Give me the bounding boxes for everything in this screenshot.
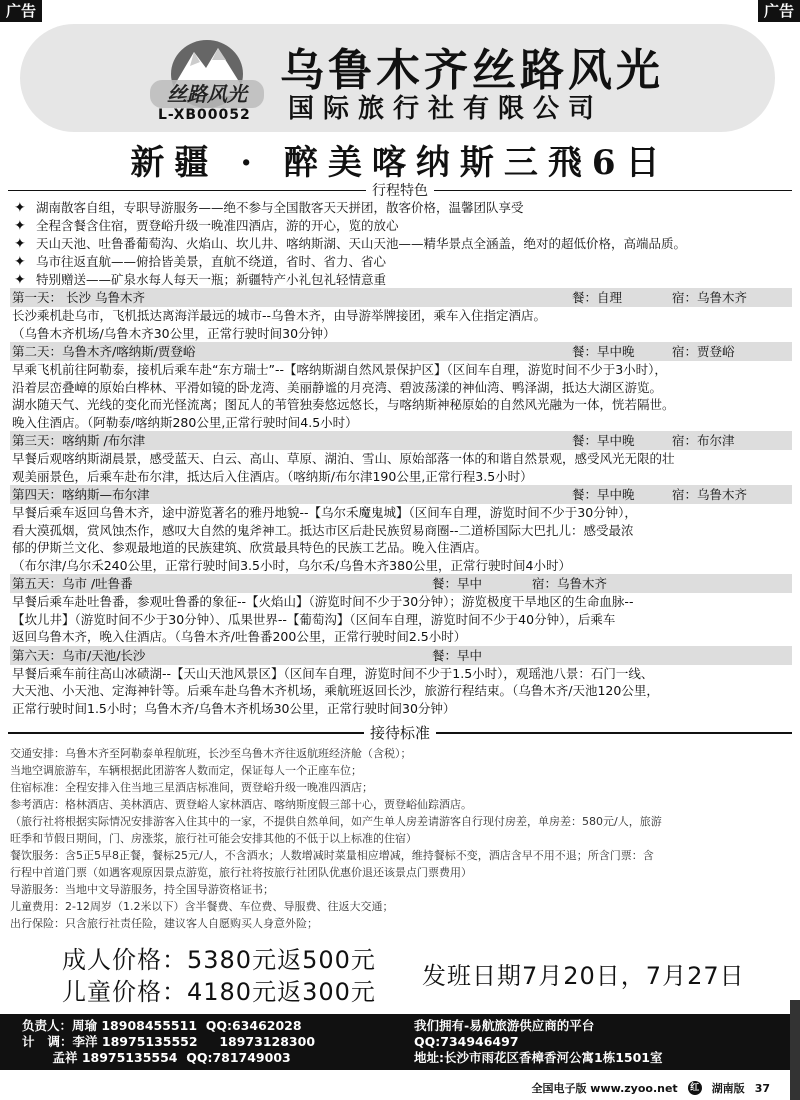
page-number: 37 xyxy=(754,1081,770,1095)
contact-left: 负责人：周瑜 18908455511 QQ:63462028 计 调：李洋 18975135552 18973128300 孟祥 18975135554 QQ:781749003 xyxy=(22,1018,316,1065)
star-icon: ✦ xyxy=(14,272,26,288)
day-description: 早餐后乘车前往高山冰碛湖--【天山天池风景区】（区间车自理，游览时间不少于1.5小时），观瑶池八景：石门一线、 大天池、小天池、定海神针等。后乘车赴乌鲁木齐机场，乘航班返回长沙，旅游行程结束。（乌鲁木齐/天池120公里， 正常行驶时间1.5小时；乌鲁木齐/乌鲁木齐机场30公里，正常行驶时间30分钟） xyxy=(12,665,659,716)
day-header: 第三天：喀纳斯 /布尔津 餐：早中晚 宿：布尔津 xyxy=(10,431,792,450)
star-icon: ✦ xyxy=(14,200,26,216)
feature-item: ✦ 天山天池、吐鲁番葡萄沟、火焰山、坎儿井、喀纳斯湖、天山天池——精华景点全涵盖，绝对的超低价格，高端品质。 xyxy=(14,236,687,252)
standards-heading-label: 接待标准 xyxy=(370,724,431,742)
child-price: 儿童价格：4180元返300元 xyxy=(62,978,376,1006)
day-header: 第二天：乌鲁木齐/喀纳斯/贾登峪 餐：早中晚 宿：贾登峪 xyxy=(10,342,792,361)
ad-label-right: 广告 xyxy=(758,0,800,22)
day-description: 长沙乘机赴乌市，飞机抵达离海洋最远的城市--乌鲁木齐，由导游举牌接团，乘车入住指定酒店。 （乌鲁木齐机场/乌鲁木齐30公里，正常行驶时间30分钟） xyxy=(12,308,547,341)
feature-item: ✦ 湖南散客自组，专职导游服务——绝不参与全国散客天天拼团，散客价格，温馨团队享受 xyxy=(14,200,524,216)
company-name: 乌鲁木齐丝路风光 xyxy=(280,45,664,96)
day-description: 早乘飞机前往阿勒泰，接机后乘车赴“东方瑞士”--【喀纳斯湖自然风景保护区】（区间车自理，游览时间不少于3小时）， 沿着层峦叠嶂的原始白桦林、平滑如镜的卧龙湾、美丽静谧的月亮湾、碧波荡漾的神仙湾、鸭泽湖，抵达大湖区游览。 湖水随天气、光线的变化而光怪流离；图瓦人的苇管独奏悠远悠长，与喀纳斯神秘原始的自然风光融为一体，恍若隔世。 晚入住酒店。（阿勒泰/喀纳斯280公里,正常行驶时间4.5小时） xyxy=(12,362,675,430)
star-icon: ✦ xyxy=(14,218,26,234)
feature-item: ✦ 特别赠送——矿泉水每人每天一瓶；新疆特产小礼包礼轻情意重 xyxy=(14,272,387,288)
departure-dates: 发班日期7月20日，7月27日 xyxy=(422,962,745,990)
contact-right: 我们拥有-易航旅游供应商的平台 QQ:734946497 地址:长沙市雨花区香樟香河公寓1栋1501室 xyxy=(414,1018,663,1065)
logo-text: 丝路风光 xyxy=(167,82,247,106)
day-header: 第五天：乌市 /吐鲁番 餐：早中 宿：乌鲁木齐 xyxy=(10,574,792,593)
contact-bar xyxy=(0,1014,800,1070)
footer-edition: 湖南版 xyxy=(711,1082,745,1095)
standards-heading xyxy=(8,722,792,743)
feature-item: ✦ 乌市往返直航——俯拾皆美景，直航不绕道，省时、省力、省心 xyxy=(14,254,387,270)
side-strip xyxy=(790,1000,800,1100)
page-footer xyxy=(531,1080,770,1096)
star-icon: ✦ xyxy=(14,254,26,270)
license-number: L-XB00052 xyxy=(158,107,251,123)
company-subtitle: 国际旅行社有限公司 xyxy=(288,94,604,124)
features-heading-label: 行程特色 xyxy=(372,183,428,199)
tour-title: 新疆 · 醉美喀纳斯三飛6日 xyxy=(130,143,670,183)
day-description: 早餐后观喀纳斯湖晨景，感受蓝天、白云、高山、草原、湖泊、雪山、原始部落一体的和谐自然景观，感受风光无限的壮 观美丽景色，后乘车赴布尔津，抵达后入住酒店。（喀纳斯/布尔津190公里,正常行程3.5小时） xyxy=(12,451,675,484)
day-description: 早餐后乘车返回乌鲁木齐，途中游览著名的雅丹地貌--【乌尔禾魔鬼城】（区间车自理，游览时间不少于30分钟）， 看大漠孤烟，赏风蚀杰作，感叹大自然的鬼斧神工。抵达市区后赴民族贸易商圈--二道桥国际大巴扎儿：感受最浓 郁的伊斯兰文化、参观最地道的民族建筑、欣赏最具特色的民族工艺品。晚入住酒店。 （布尔津/乌尔禾240公里，正常行驶时间3.5小时，乌尔禾/乌鲁木齐380公里，正常行驶时间4小时） xyxy=(12,505,637,573)
ad-label-left: 广告 xyxy=(0,0,42,22)
badge-icon: 红 xyxy=(688,1081,702,1095)
reception-standards: 交通安排：乌鲁木齐至阿勒泰单程航班，长沙至乌鲁木齐往返航班经济舱（含税）； 当地空调旅游车，车辆根据此团游客人数而定，保证每人一个正座车位； 住宿标准：全程安排入住当地三星酒店标准间，贾登峪升级一晚准四酒店； 参考酒店：格林酒店、美林酒店、贾登峪人家林酒店、喀纳斯度假三部十心，贾登峪仙踪酒店。 （旅行社将根据实际情况安排游客入住其中的一家，不提供自然单间，如产生单人房差请游客自行现付房差，单房差：580元/人，旅游 旺季和节假日期间，门、房涨浆，旅行社可能会安排其他的不低于以上标准的住宿） 餐饮服务：含5正5早8正餐，餐标25元/人，不含酒水；人数增减时菜量相应增减，维持餐标不变，酒店含早不用不退；所含门票：含 行程中首道门票（如遇客观原因景点游览，旅行社将按旅行社团队优惠价退还该景点门票费用） 导游服务：当地中文导游服务，持全国导游资格证书； 儿童费用：2-12周岁（1.2米以下）含半餐费、车位费、导服费、往返大交通； 出行保险：只含旅行社责任险，建议客人自愿购买人身意外险； xyxy=(10,747,662,930)
day-header: 第一天： 长沙 乌鲁木齐 餐：自理 宿：乌鲁木齐 xyxy=(10,288,792,307)
features-list xyxy=(14,199,789,289)
adult-price: 成人价格：5380元返500元 xyxy=(62,946,376,974)
star-icon: ✦ xyxy=(14,236,26,252)
day-header: 第四天：喀纳斯—布尔津 餐：早中晚 宿：乌鲁木齐 xyxy=(10,485,792,504)
day-header: 第六天：乌市/天池/长沙 餐：早中 xyxy=(10,646,792,665)
features-heading xyxy=(8,180,792,200)
day-description: 早餐后乘车赴吐鲁番，参观吐鲁番的象征--【火焰山】（游览时间不少于30分钟）；游览极度干旱地区的生命血脉-- 【坎儿井】（游览时间不少于30分钟）、瓜果世界--【葡萄沟】（区间车自理，游览时间不少于40分钟），后乘车 返回乌鲁木齐，晚入住酒店。（乌鲁木齐/吐鲁番200公里，正常行驶时间2.5小时） xyxy=(12,594,634,644)
footer-site: 全国电子版 www.zyoo.net xyxy=(531,1082,678,1095)
feature-item: ✦ 全程含餐含住宿，贾登峪升级一晚准四酒店，游的开心，览的放心 xyxy=(14,218,399,234)
itinerary xyxy=(10,288,792,717)
